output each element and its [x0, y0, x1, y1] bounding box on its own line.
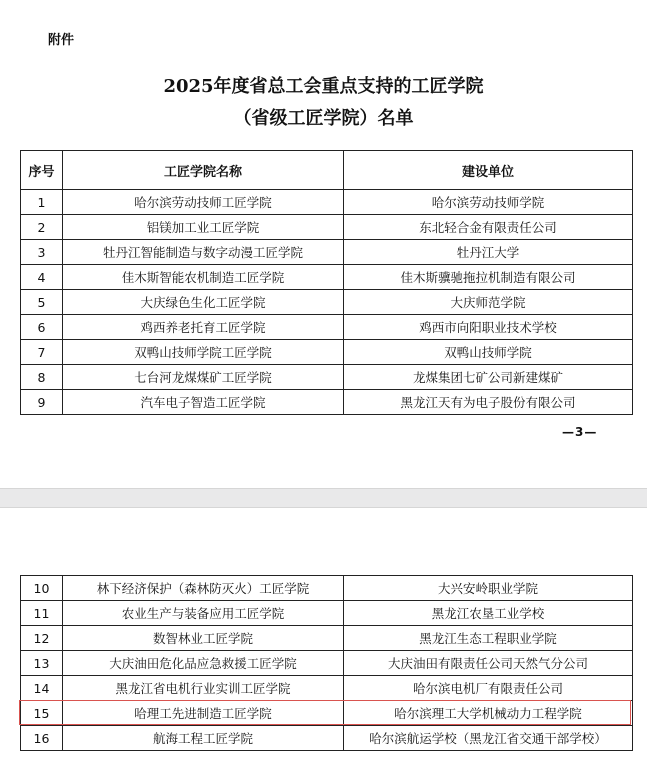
row-builder: 双鸭山技师学院 — [344, 340, 633, 365]
row-index: 2 — [21, 215, 63, 240]
table-row — [21, 240, 633, 265]
row-academy-name: 大庆绿色生化工匠学院 — [63, 290, 344, 315]
row-index: 11 — [21, 601, 63, 626]
header-index: 序号 — [21, 151, 63, 190]
row-academy-name: 铝镁加工业工匠学院 — [63, 215, 344, 240]
row-builder: 黑龙江生态工程职业学院 — [344, 626, 633, 651]
row-builder: 鸡西市向阳职业技术学校 — [344, 315, 633, 340]
row-academy-name: 大庆油田危化品应急救援工匠学院 — [63, 651, 344, 676]
table-row — [21, 701, 633, 726]
row-builder: 大庆油田有限责任公司天然气分公司 — [344, 651, 633, 676]
header-academy-name: 工匠学院名称 — [63, 151, 344, 190]
row-index: 13 — [21, 651, 63, 676]
row-index: 4 — [21, 265, 63, 290]
row-academy-name: 双鸭山技师学院工匠学院 — [63, 340, 344, 365]
row-index: 14 — [21, 676, 63, 701]
document-title-line2: （省级工匠学院）名单 — [233, 108, 414, 129]
row-index: 8 — [21, 365, 63, 390]
row-academy-name: 哈理工先进制造工匠学院 — [63, 701, 344, 726]
academy-table-page1 — [20, 150, 633, 415]
row-academy-name: 数智林业工匠学院 — [63, 626, 344, 651]
table-row — [21, 601, 633, 626]
attachment-label: 附件 — [48, 33, 75, 48]
row-academy-name: 鸡西养老托育工匠学院 — [63, 315, 344, 340]
row-index: 6 — [21, 315, 63, 340]
row-academy-name: 牡丹江智能制造与数字动漫工匠学院 — [63, 240, 344, 265]
table-row — [21, 651, 633, 676]
row-builder: 大兴安岭职业学院 — [344, 576, 633, 601]
table-row — [21, 726, 633, 751]
row-builder: 龙煤集团七矿公司新建煤矿 — [344, 365, 633, 390]
table-row — [21, 390, 633, 415]
row-builder: 哈尔滨理工大学机械动力工程学院 — [344, 701, 633, 726]
table-row — [21, 265, 633, 290]
table-row — [21, 190, 633, 215]
table-row — [21, 290, 633, 315]
row-academy-name: 佳木斯智能农机制造工匠学院 — [63, 265, 344, 290]
row-builder: 黑龙江天有为电子股份有限公司 — [344, 390, 633, 415]
row-builder: 哈尔滨劳动技师学院 — [344, 190, 633, 215]
row-index: 1 — [21, 190, 63, 215]
row-index: 3 — [21, 240, 63, 265]
row-academy-name: 黑龙江省电机行业实训工匠学院 — [63, 676, 344, 701]
academy-table-page2 — [20, 575, 633, 751]
row-builder: 黑龙江农垦工业学校 — [344, 601, 633, 626]
row-index: 12 — [21, 626, 63, 651]
row-index: 10 — [21, 576, 63, 601]
table-row — [21, 340, 633, 365]
row-builder: 东北轻合金有限责任公司 — [344, 215, 633, 240]
row-academy-name: 汽车电子智造工匠学院 — [63, 390, 344, 415]
row-index: 5 — [21, 290, 63, 315]
header-builder: 建设单位 — [344, 151, 633, 190]
page-separator — [0, 488, 647, 508]
row-index: 15 — [21, 701, 63, 726]
row-index: 16 — [21, 726, 63, 751]
document-title-line1: 2025年度省总工会重点支持的工匠学院 — [163, 76, 484, 97]
row-builder: 哈尔滨电机厂有限责任公司 — [344, 676, 633, 701]
row-academy-name: 航海工程工匠学院 — [63, 726, 344, 751]
table-header-row — [21, 151, 633, 190]
row-builder: 哈尔滨航运学校（黑龙江省交通干部学校） — [344, 726, 633, 751]
table-row — [21, 215, 633, 240]
row-builder: 牡丹江大学 — [344, 240, 633, 265]
row-academy-name: 农业生产与装备应用工匠学院 — [63, 601, 344, 626]
row-academy-name: 七台河龙煤煤矿工匠学院 — [63, 365, 344, 390]
table-row — [21, 676, 633, 701]
table-row — [21, 365, 633, 390]
row-index: 7 — [21, 340, 63, 365]
row-builder: 佳木斯骥驰拖拉机制造有限公司 — [344, 265, 633, 290]
row-academy-name: 哈尔滨劳动技师工匠学院 — [63, 190, 344, 215]
table-row — [21, 315, 633, 340]
table-row — [21, 626, 633, 651]
row-academy-name: 林下经济保护（森林防灭火）工匠学院 — [63, 576, 344, 601]
row-index: 9 — [21, 390, 63, 415]
row-builder: 大庆师范学院 — [344, 290, 633, 315]
page-number: —3— — [562, 425, 598, 439]
table-row — [21, 576, 633, 601]
